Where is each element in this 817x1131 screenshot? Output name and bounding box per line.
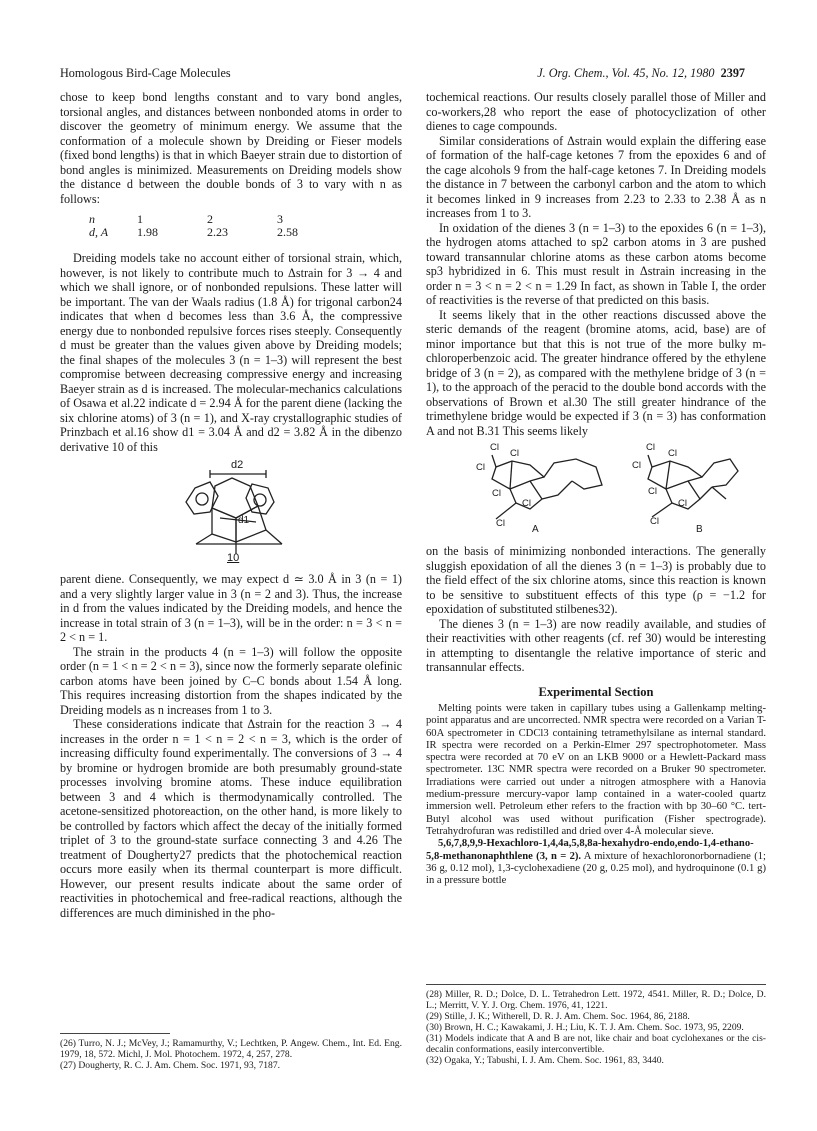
cl-label: Cl bbox=[650, 516, 659, 527]
table-cell: 1.98 bbox=[137, 225, 158, 239]
label-d1: d1 bbox=[238, 515, 250, 526]
compound-number: 10 bbox=[227, 552, 240, 564]
paragraph: Dreiding models take no account either of torsional strain, which, however, is not likely to contribute much to Δstrain for 3 → 4 and which we shall ignore, or of nonbonded repulsions. These latter will be important. The van der Waals radius (1.8 Å) for trigonal carbon24 indicates that when d becomes less than 3.6 Å, the compressive energy due to nonbonded repulsive forces rises steeply. Consequently d must be greater than the values given above by Dreiding models; the final shapes of the molecules 3 (n = 1–3) will represent the best compromise between decreasing compressive energy and increasing Baeyer strain as d is increased. The molecular-mechanics calculations of Osawa et al.22 indicate d = 2.94 Å for the parent diene (lacking the six chlorine atoms) of 3 (n = 1), and X-ray crystallographic studies of Prinzbach et al.16 show d1 = 3.04 Å and d2 = 3.82 Å in the dibenzo derivative 10 of this bbox=[60, 251, 402, 454]
paragraph-text: A mixture of hexachloronorbornadiene (1; 36 g, 0.12 mol), 1,3-cyclohexadiene (20 g, 0.25 mol), and hydroquinone (0.1 g) in a pressure bottle bbox=[426, 850, 766, 887]
cl-label: Cl bbox=[678, 498, 687, 509]
structure-figure-10 bbox=[60, 458, 402, 566]
paragraph: Melting points were taken in capillary tubes using a Gallenkamp melting-point apparatus and are uncorrected. NMR spectra were recorded on a Varian T-60A spectrometer in CDCl3 containing tetramethylsilane as internal standard. IR spectra were recorded on a Perkin-Elmer 297 spectrophotometer. Mass spectra were recorded at 70 eV on an LKB 9000 or a Hewlett-Packard mass spectrometer. 13C NMR spectra were recorded on a Bruker 90 spectrometer. Irradiations were carried out under a nitrogen atmosphere with a Hanovia medium-pressure mercury-vapor lamp contained in a water-cooled quartz immersion well. Petroleum ether refers to the fraction with bp 30–60 °C. tert-Butyl alcohol was used without purification (Fisher spectrograde). Tetrahydrofuran was redistilled and dried over 4-Å molecular sieve. bbox=[426, 703, 766, 837]
cl-label: Cl bbox=[510, 448, 519, 459]
dibenzo-structure-drawing bbox=[60, 458, 402, 566]
cl-label: Cl bbox=[490, 442, 499, 453]
paragraph: tochemical reactions. Our results closely parallel those of Miller and co-workers,28 who report the ease of photocyclization of other dienes to cage compounds. bbox=[426, 90, 766, 133]
table-cell: 2 bbox=[207, 212, 213, 226]
table-cell: d, A bbox=[89, 225, 109, 239]
table-cell: 3 bbox=[277, 212, 283, 226]
running-header-title: Homologous Bird-Cage Molecules bbox=[60, 66, 231, 80]
conformation-b-label: B bbox=[696, 524, 703, 535]
conformation-a-label: A bbox=[532, 524, 539, 535]
table-cell: n bbox=[89, 212, 95, 226]
paragraph: on the basis of minimizing nonbonded interactions. The generally sluggish epoxidation of all the dienes 3 (n = 1–3) is probably due to the field effect of the six chlorine atoms, since this reaction is known to be sensitive to substituent effects of this type (ρ = −1.2 for epoxidation of substituted stilbenes32). bbox=[426, 544, 766, 616]
footnote-rule bbox=[426, 984, 766, 985]
table-cell: 2.58 bbox=[277, 225, 298, 239]
paragraph: parent diene. Consequently, we may expect d ≃ 3.0 Å in 3 (n = 1) and a very slightly larger value in 3 (n = 2 and 3). Thus, the increase in d from the values indicated by the Dreiding models, and hence the increase in total strain of 3 (n = 1–3), will be in the order: n = 3 < n = 2 < n = 1. bbox=[60, 572, 402, 644]
conformations-drawing bbox=[426, 441, 766, 541]
paragraph: Similar considerations of Δstrain would explain the differing ease of formation of the half-cage ketones 7 from the epoxides 6 and of the cage alcohols 9 from the half-cage ketones 7. In Dreiding models the distance in 7 between the carbonyl carbon and the atom to which it becomes linked in 9 increases from 2.23 to 2.33 to 2.38 Å as n increases from 1 to 3. bbox=[426, 133, 766, 220]
table-cell: 2.23 bbox=[207, 225, 228, 239]
cl-label: Cl bbox=[492, 488, 501, 499]
left-column bbox=[60, 90, 402, 920]
cl-label: Cl bbox=[668, 448, 677, 459]
paragraph: In oxidation of the dienes 3 (n = 1–3) to the epoxides 6 (n = 1–3), the hydrogen atoms attached to sp2 carbon atoms in 3 are pushed toward transannular chlorine atoms as these carbon atoms become sp3 hybridized in 6. This must result in Δstrain increasing in the order n = 3 < n = 2 < n = 1.29 In fact, as shown in Table I, the order of reactivities is the reverse of that predicted on this basis. bbox=[426, 220, 766, 307]
cl-label: Cl bbox=[496, 518, 505, 529]
footnote: (31) Models indicate that A and B are not, like chair and boat cyclohexanes or the cis-decalin conformations, easily interconvertible. bbox=[426, 1033, 766, 1055]
section-title: Experimental Section bbox=[538, 684, 654, 699]
footnote-rule bbox=[60, 1033, 170, 1034]
footnote: (29) Stille, J. K.; Witherell, D. R. J. Am. Chem. Soc. 1964, 86, 2188. bbox=[426, 1011, 690, 1022]
experimental-section bbox=[426, 703, 766, 887]
footnote: (27) Dougherty, R. C. J. Am. Chem. Soc. 1971, 93, 7187. bbox=[60, 1060, 281, 1071]
right-column bbox=[426, 90, 766, 887]
paragraph: The dienes 3 (n = 1–3) are now readily available, and studies of their reactivities with other reagents (cf. ref 30) would be interesting in attempting to disentangle the relative importance of steric and transannular effects. bbox=[426, 616, 766, 674]
cl-label: Cl bbox=[476, 462, 485, 473]
journal-citation: J. Org. Chem., Vol. 45, No. 12, 1980 bbox=[537, 66, 715, 80]
footnote: (32) Ogaka, Y.; Tabushi, I. J. Am. Chem. Soc. 1961, 83, 3440. bbox=[426, 1055, 664, 1066]
paragraph: It seems likely that in the other reactions discussed above the steric demands of the reagent (bromine atoms, acid, base) are of minor importance but that this is not true of the more bulky m-chloroperbenzoic acid. The greater hindrance offered by the ethylene bridge of 3 (n = 2), as compared with the methylene bridge of 3 (n = 1), to the approach of the peracid to the double bond accords with the observations of Brown et al.30 The still greater hindrance of the trimethylene bridge would be expected if 3 (n = 3) has conformation A and not B.31 This seems likely bbox=[426, 307, 766, 438]
distance-table bbox=[89, 213, 402, 239]
label-d2: d2 bbox=[231, 459, 244, 471]
right-footnotes bbox=[426, 989, 766, 1066]
cl-label: Cl bbox=[648, 486, 657, 497]
footnote: (30) Brown, H. C.; Kawakami, J. H.; Liu, K. T. J. Am. Chem. Soc. 1973, 95, 2209. bbox=[426, 1022, 744, 1033]
footnote: (26) Turro, N. J.; McVey, J.; Ramamurthy, V.; Lechtken, P. Angew. Chem., Int. Ed. Eng. 1979, 18, 572. Michl, J. Mol. Photochem. 1972, 4, 257, 278. bbox=[60, 1038, 402, 1060]
table-cell: 1 bbox=[137, 212, 143, 226]
cl-label: Cl bbox=[632, 460, 641, 471]
cl-label: Cl bbox=[646, 442, 655, 453]
compound-title: 5,6,7,8,9,9-Hexachloro-1,4,4a,5,8,8a-hexahydro-endo,endo-1,4-ethano-5,8-methanonaphthlene (3, n = 2). bbox=[426, 838, 754, 862]
cl-label: Cl bbox=[522, 498, 531, 509]
footnote: (28) Miller, R. D.; Dolce, D. L. Tetrahedron Lett. 1972, 4541. Miller, R. D.; Dolce, D. L.; Merritt, V. Y. J. Org. Chem. 1976, 41, 1221. bbox=[426, 989, 766, 1011]
page-number: 2397 bbox=[720, 66, 745, 80]
paragraph bbox=[426, 838, 766, 887]
paragraph: These considerations indicate that Δstrain for the reaction 3 → 4 increases in the order n = 1 < n = 2 < n = 3, which is the order of increasing difficulty found experimentally. The conversions of 3 → 4 by bromine or hydrogen bromide are both presumably ground-state processes involving bromine atoms. These induce equilibration between 3 and 4 which is thermodynamically controlled. The acetone-sensitized photoreaction, on the other hand, is more likely to be controlled by factors which affect the decay of the initially formed triplet of 3 to the ground-state surface connecting 3 and 4.26 The treatment of Dougherty27 predicts that the photochemical reaction occurs more easily when its thermal counterpart is more difficult. However, our present results indicate about the same order of reactivities in photochemical and free-radical reactions, although the differences are much diminished in the pho- bbox=[60, 717, 402, 920]
paragraph: chose to keep bond lengths constant and to vary bond angles, torsional angles, and distances between nonbonded atoms in order to discover the geometry of minimum energy. We assume that the conformation of a molecule shown by Dreiding or Fieser models (fixed bond lengths) is that in which Baeyer strain due to distortion of bond angles is minimized. Measurements on Dreiding models show the distance d between the double bonds of 3 to vary with n as follows: bbox=[60, 90, 402, 206]
running-header-journal bbox=[537, 66, 745, 81]
left-footnotes bbox=[60, 1038, 402, 1071]
conformation-figure bbox=[426, 441, 766, 541]
paragraph: The strain in the products 4 (n = 1–3) will follow the opposite order (n = 1 < n = 2 < n = 3), since now the formerly separate olefinic carbon atoms have been joined by C–C bonds about 1.54 Å long. This requires increasing distortion from the shapes indicated by the Dreiding models as n increases from 1 to 3. bbox=[60, 644, 402, 717]
